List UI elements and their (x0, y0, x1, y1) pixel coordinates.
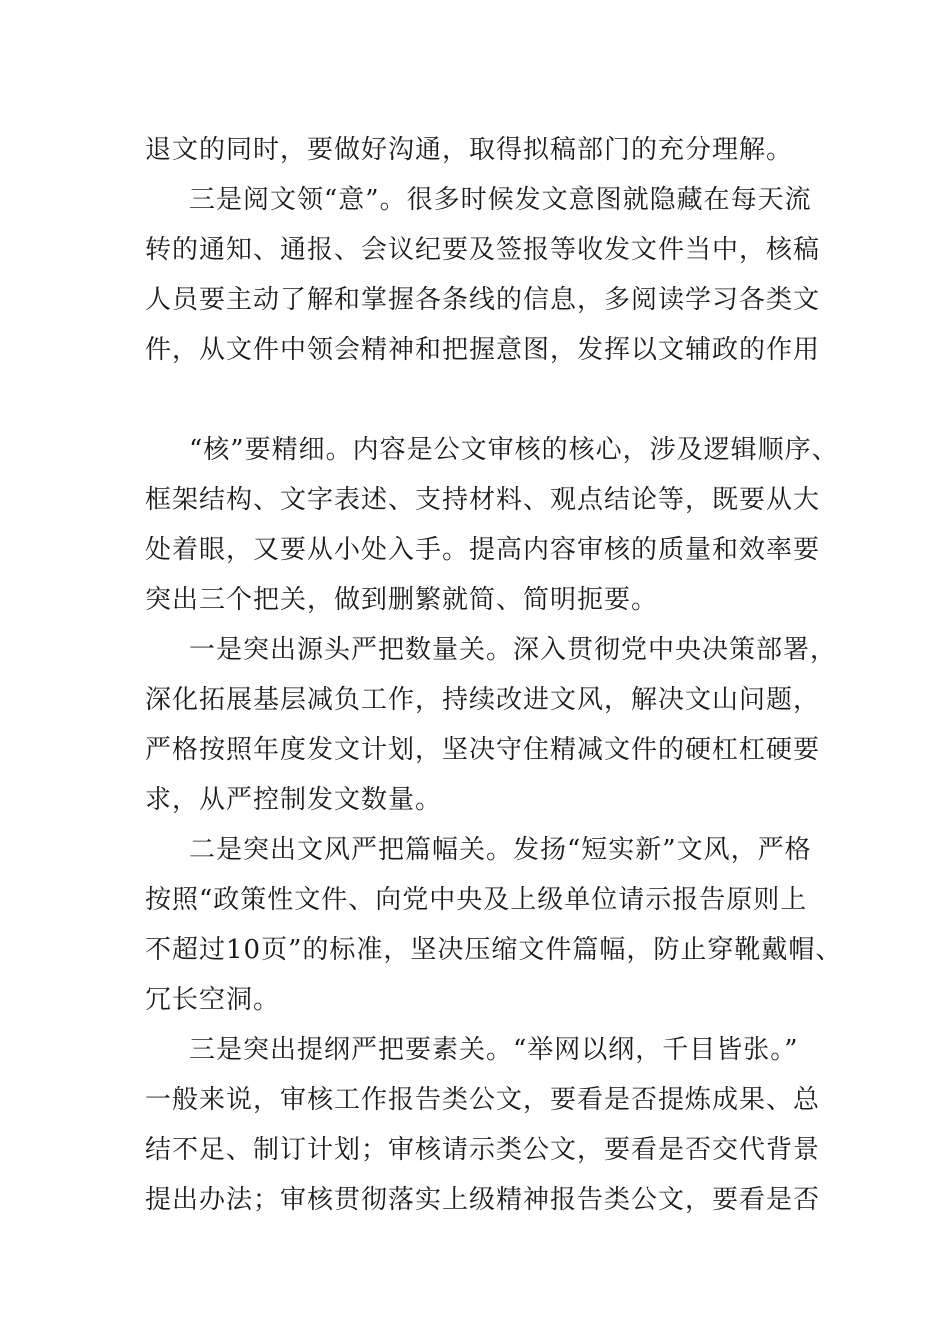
text-line: 框架结构、文字表述、支持材料、观点结论等，既要从大 (145, 485, 821, 515)
text-line: 一是突出源头严把数量关。深入贯彻党中央决策部署， (189, 635, 838, 665)
text-line: 退文的同时，要做好沟通，取得拟稿部门的充分理解。 (145, 135, 794, 165)
text-line: 三是阅文领“意”。很多时候发文意图就隐藏在每天流 (189, 185, 812, 215)
text-line: 深化拓展基层减负工作，持续改进文风，解决文山问题， (145, 685, 821, 715)
text-line: 一般来说，审核工作报告类公文，要看是否提炼成果、总 (145, 1085, 821, 1115)
text-line: 突出三个把关，做到删繁就简、简明扼要。 (145, 585, 659, 615)
text-line: 按照“政策性文件、向党中央及上级单位请示报告原则上 (145, 885, 808, 915)
text-line: 件，从文件中领会精神和把握意图，发挥以文辅政的作用 (145, 335, 821, 365)
text-block-top (145, 125, 835, 375)
text-line: 转的通知、通报、会议纪要及签报等收发文件当中，核稿 (145, 235, 821, 265)
text-line: 冗长空洞。 (145, 985, 281, 1015)
text-line: 人员要主动了解和掌握各条线的信息，多阅读学习各类文 (145, 285, 821, 315)
text-line: 不超过10页”的标准，坚决压缩文件篇幅，防止穿靴戴帽、 (145, 935, 843, 965)
text-line: 求，从严控制发文数量。 (145, 785, 443, 815)
text-block-main (145, 425, 843, 1225)
text-line: 结不足、制订计划；审核请示类公文，要看是否交代背景 (145, 1135, 821, 1165)
text-line: 提出办法；审核贯彻落实上级精神报告类公文，要看是否 (145, 1185, 821, 1215)
text-line: 二是突出文风严把篇幅关。发扬“短实新”文风，严格 (189, 835, 812, 865)
text-line: 严格按照年度发文计划，坚决守住精减文件的硬杠杠硬要 (145, 735, 821, 765)
text-line: “核”要精细。内容是公文审核的核心，涉及逻辑顺序、 (189, 435, 839, 465)
text-line: 三是突出提纲严把要素关。“举网以纲，千目皆张。” (189, 1035, 799, 1065)
text-line: 处着眼，又要从小处入手。提高内容审核的质量和效率要 (145, 535, 821, 565)
